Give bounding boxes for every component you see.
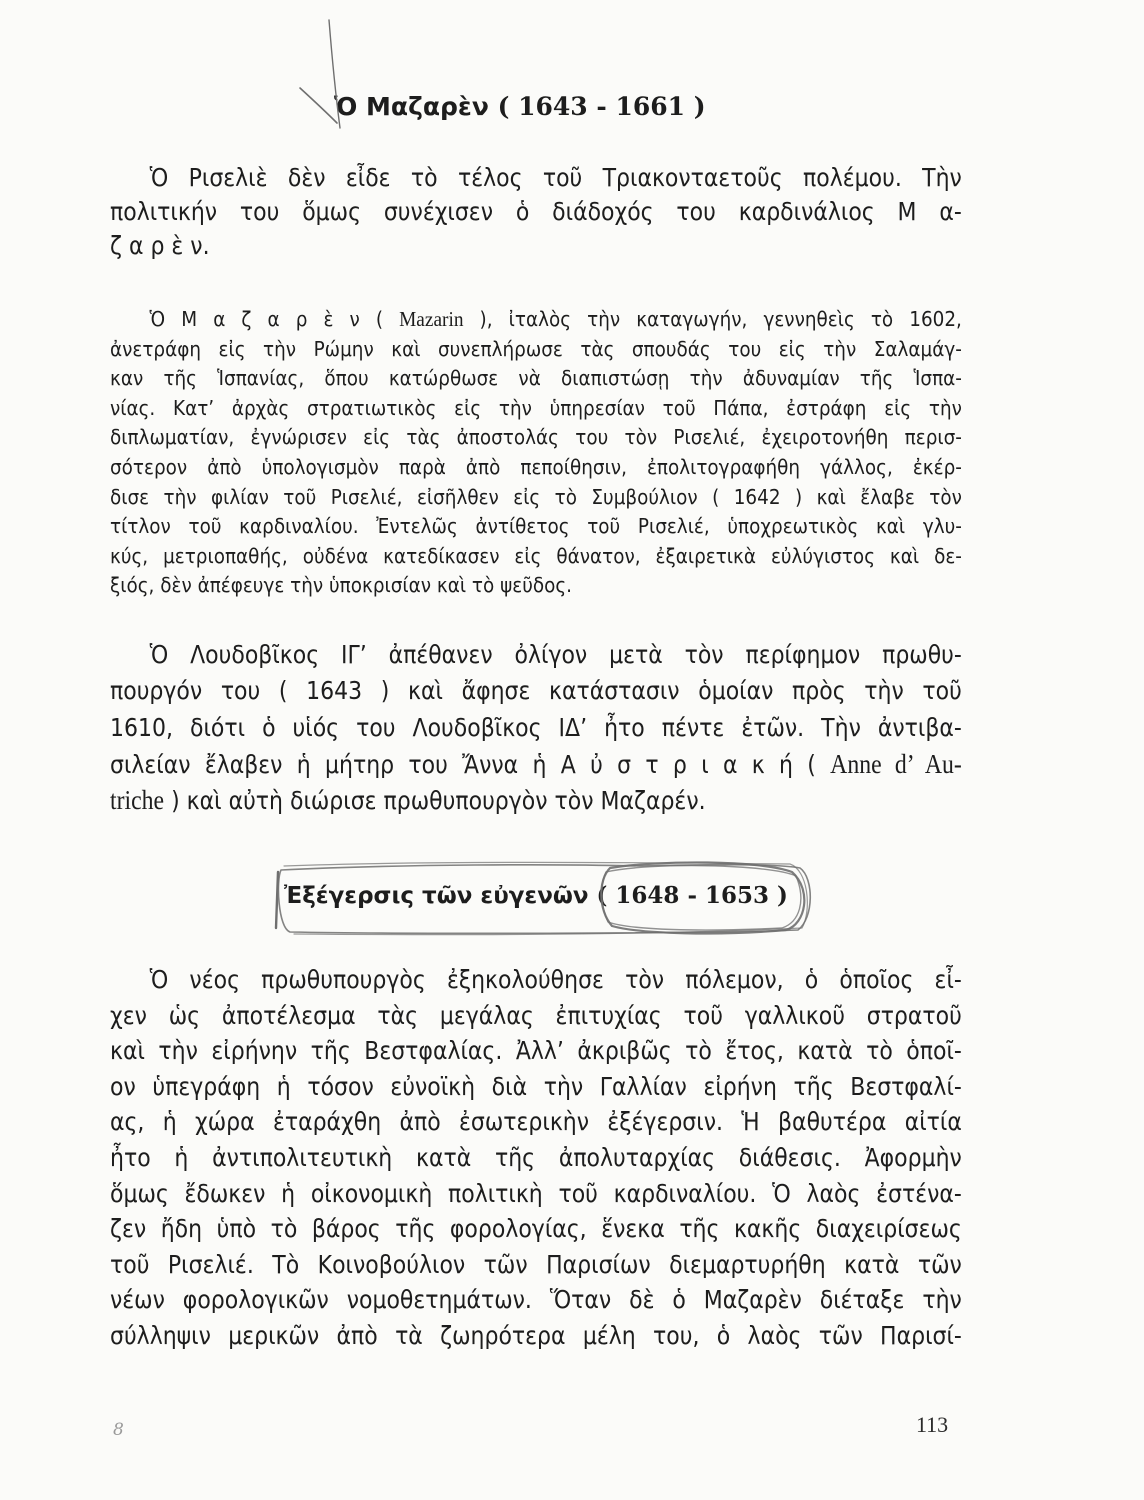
- latin-name-anne: Anne d’ Au-: [830, 748, 962, 779]
- note-line: ἀνετράφη εἰς τὴν Ρώμην καὶ συνεπλήρωσε τὰς σπουδάς του εἰς τὴν Σαλαμάγ-: [110, 336, 962, 361]
- pencil-checkmark-tick: [300, 88, 337, 123]
- paragraph-line: Ὁ Ρισελιὲ δὲν εἶδε τὸ τέλος τοῦ Τριακονταετοῦς πολέμου. Τὴν: [149, 163, 962, 192]
- note-line: κύς, μετριοπαθής, οὐδένα κατεδίκασεν εἰς θάνατον, ἐξαιρετικὰ εὐλύγιστος καὶ δε-: [110, 543, 962, 568]
- note-text: ), ἰταλὸς τὴν καταγωγήν, γεννηθεὶς τὸ 1602,: [463, 307, 962, 331]
- pencil-box-left-edge: [276, 872, 278, 928]
- pencil-note: 8: [113, 1420, 124, 1440]
- heading-years: ( 1643 - 1661 ): [497, 92, 706, 121]
- paragraph-line: καὶ τὴν εἰρήνην τῆς Βεστφαλίας. Ἀλλ’ ἀκριβῶς τὸ ἔτος, κατὰ τὸ ὁποῖ-: [110, 1036, 962, 1066]
- heading-title: Ἐξέγερσις τῶν εὐγενῶν: [284, 883, 589, 909]
- paragraph-line: ον ὑπεγράφη ἡ τόσον εὐνοϊκὴ διὰ τὴν Γαλλίαν εἰρήνη τῆς Βεστφαλί-: [110, 1071, 962, 1101]
- note-line: [110, 305, 962, 335]
- note-line: διπλωματίαν, ἐγνώρισεν εἰς τὰς ἀποστολάς του τὸν Ρισελιέ, ἐχειροτονήθη περισ-: [110, 425, 962, 450]
- paragraph-line: [110, 746, 962, 782]
- note-text: Ὁ Μ α ζ α ρ ὲ ν (: [149, 307, 400, 331]
- paragraph-text: σιλείαν ἔλαβεν ἡ μήτηρ του Ἄννα ἡ Α ὐ σ τ ρ ι α κ ή (: [110, 749, 831, 779]
- paragraph-line: ζ α ρ ὲ ν.: [110, 231, 210, 260]
- page-number: 113: [916, 1412, 949, 1437]
- paragraph-line: [110, 782, 962, 818]
- paragraph-line: ζεν ἤδη ὑπὸ τὸ βάρος τῆς φορολογίας, ἕνεκα τῆς κακῆς διαχειρίσεως: [110, 1214, 962, 1244]
- paragraph-line: Ὁ νέος πρωθυπουργὸς ἐξηκολούθησε τὸν πόλεμον, ὁ ὁποῖος εἶ-: [149, 965, 962, 994]
- paragraph-line: 1610, διότι ὁ υἱός του Λουδοβῖκος ΙΔ’ ἦτο πέντε ἐτῶν. Τὴν ἀντιβα-: [110, 712, 962, 742]
- paragraph-line: ὅμως ἔδωκεν ἡ οἰκονομικὴ πολιτικὴ τοῦ καρδιναλίου. Ὁ λαὸς ἐστένα-: [110, 1178, 962, 1208]
- paragraph-louis-xiii-death: [110, 637, 962, 818]
- heading-title: Ὁ Μαζαρὲν: [334, 92, 489, 121]
- note-line: ξιός, δὲν ἀπέφευγε τὴν ὑποκρισίαν καὶ τὸ ψεῦδος.: [110, 573, 573, 598]
- heading-years: ( 1648 - 1653 ): [596, 882, 788, 909]
- note-line: νίας. Κατ’ ἀρχὰς στρατιωτικὸς εἰς τὴν ὑπηρεσίαν τοῦ Πάπα, ἐστράφη εἰς τὴν: [110, 395, 962, 420]
- paragraph-line: νέων φορολογικῶν νομοθετημάτων. Ὅταν δὲ ὁ Μαζαρὲν διέταξε τὴν: [110, 1285, 962, 1315]
- biographical-note-mazarin: [110, 305, 962, 601]
- paragraph-line: τοῦ Ρισελιέ. Τὸ Κοινοβούλιον τῶν Παρισίων διεμαρτυρήθη κατὰ τῶν: [110, 1249, 962, 1279]
- paragraph-line: πουργόν του ( 1643 ) καὶ ἄφησε κατάστασιν ὁμοίαν πρὸς τὴν τοῦ: [110, 676, 962, 706]
- paragraph-line: σύλληψιν μερικῶν ἀπὸ τὰ ζωηρότερα μέλη του, ὁ λαὸς τῶν Παρισί-: [110, 1320, 962, 1350]
- paragraph-fronde: [110, 962, 962, 1354]
- paragraph-text: ) καὶ αὐτὴ διώρισε πρωθυπουργὸν τὸν Μαζαρέν.: [164, 786, 706, 815]
- paragraph-line: ας, ἡ χώρα ἐταράχθη ἀπὸ ἐσωτερικὴν ἐξέγερσιν. Ἡ βαθυτέρα αἰτία: [110, 1107, 962, 1137]
- section-heading-mazarin: [334, 90, 706, 124]
- paragraph-line: Ὁ Λουδοβῖκος ΙΓ’ ἀπέθανεν ὀλίγον μετὰ τὸν περίφημον πρωθυ-: [149, 640, 962, 669]
- paragraph-richelieu-successor: [110, 161, 962, 263]
- note-line: σότερον ἀπὸ ὑπολογισμὸν παρὰ ἀπὸ πεποίθησιν, ἐπολιτογραφήθη γάλλος, ἐκέρ-: [110, 454, 962, 479]
- latin-name-anne-cont: triche: [110, 785, 165, 815]
- paragraph-line: χεν ὡς ἀποτέλεσμα τὰς μεγάλας ἐπιτυχίας τοῦ γαλλικοῦ στρατοῦ: [110, 1000, 962, 1030]
- paragraph-line: πολιτικήν του ὅμως συνέχισεν ὁ διάδοχός του καρδινάλιος Μ α-: [110, 197, 962, 226]
- note-line: τίτλον τοῦ καρδιναλίου. Ἐντελῶς ἀντίθετος τοῦ Ρισελιέ, ὑποχρεωτικὸς καὶ γλυ-: [110, 514, 962, 539]
- note-line: καν τῆς Ἱσπανίας, ὅπου κατώρθωσε νὰ διαπιστώσῃ τὴν ἀδυναμίαν τῆς Ἱσπα-: [110, 366, 962, 391]
- latin-name-mazarin: Mazarin: [399, 307, 464, 331]
- note-line: δισε τὴν φιλίαν τοῦ Ρισελιέ, εἰσῆλθεν εἰς τὸ Συμβούλιον ( 1642 ) καὶ ἔλαβε τὸν: [110, 484, 962, 509]
- paragraph-line: ἦτο ἡ ἀντιπολιτευτικὴ κατὰ τῆς ἀπολυταρχίας διάθεσις. Ἀφορμὴν: [110, 1142, 962, 1172]
- section-heading-fronde: [284, 879, 788, 913]
